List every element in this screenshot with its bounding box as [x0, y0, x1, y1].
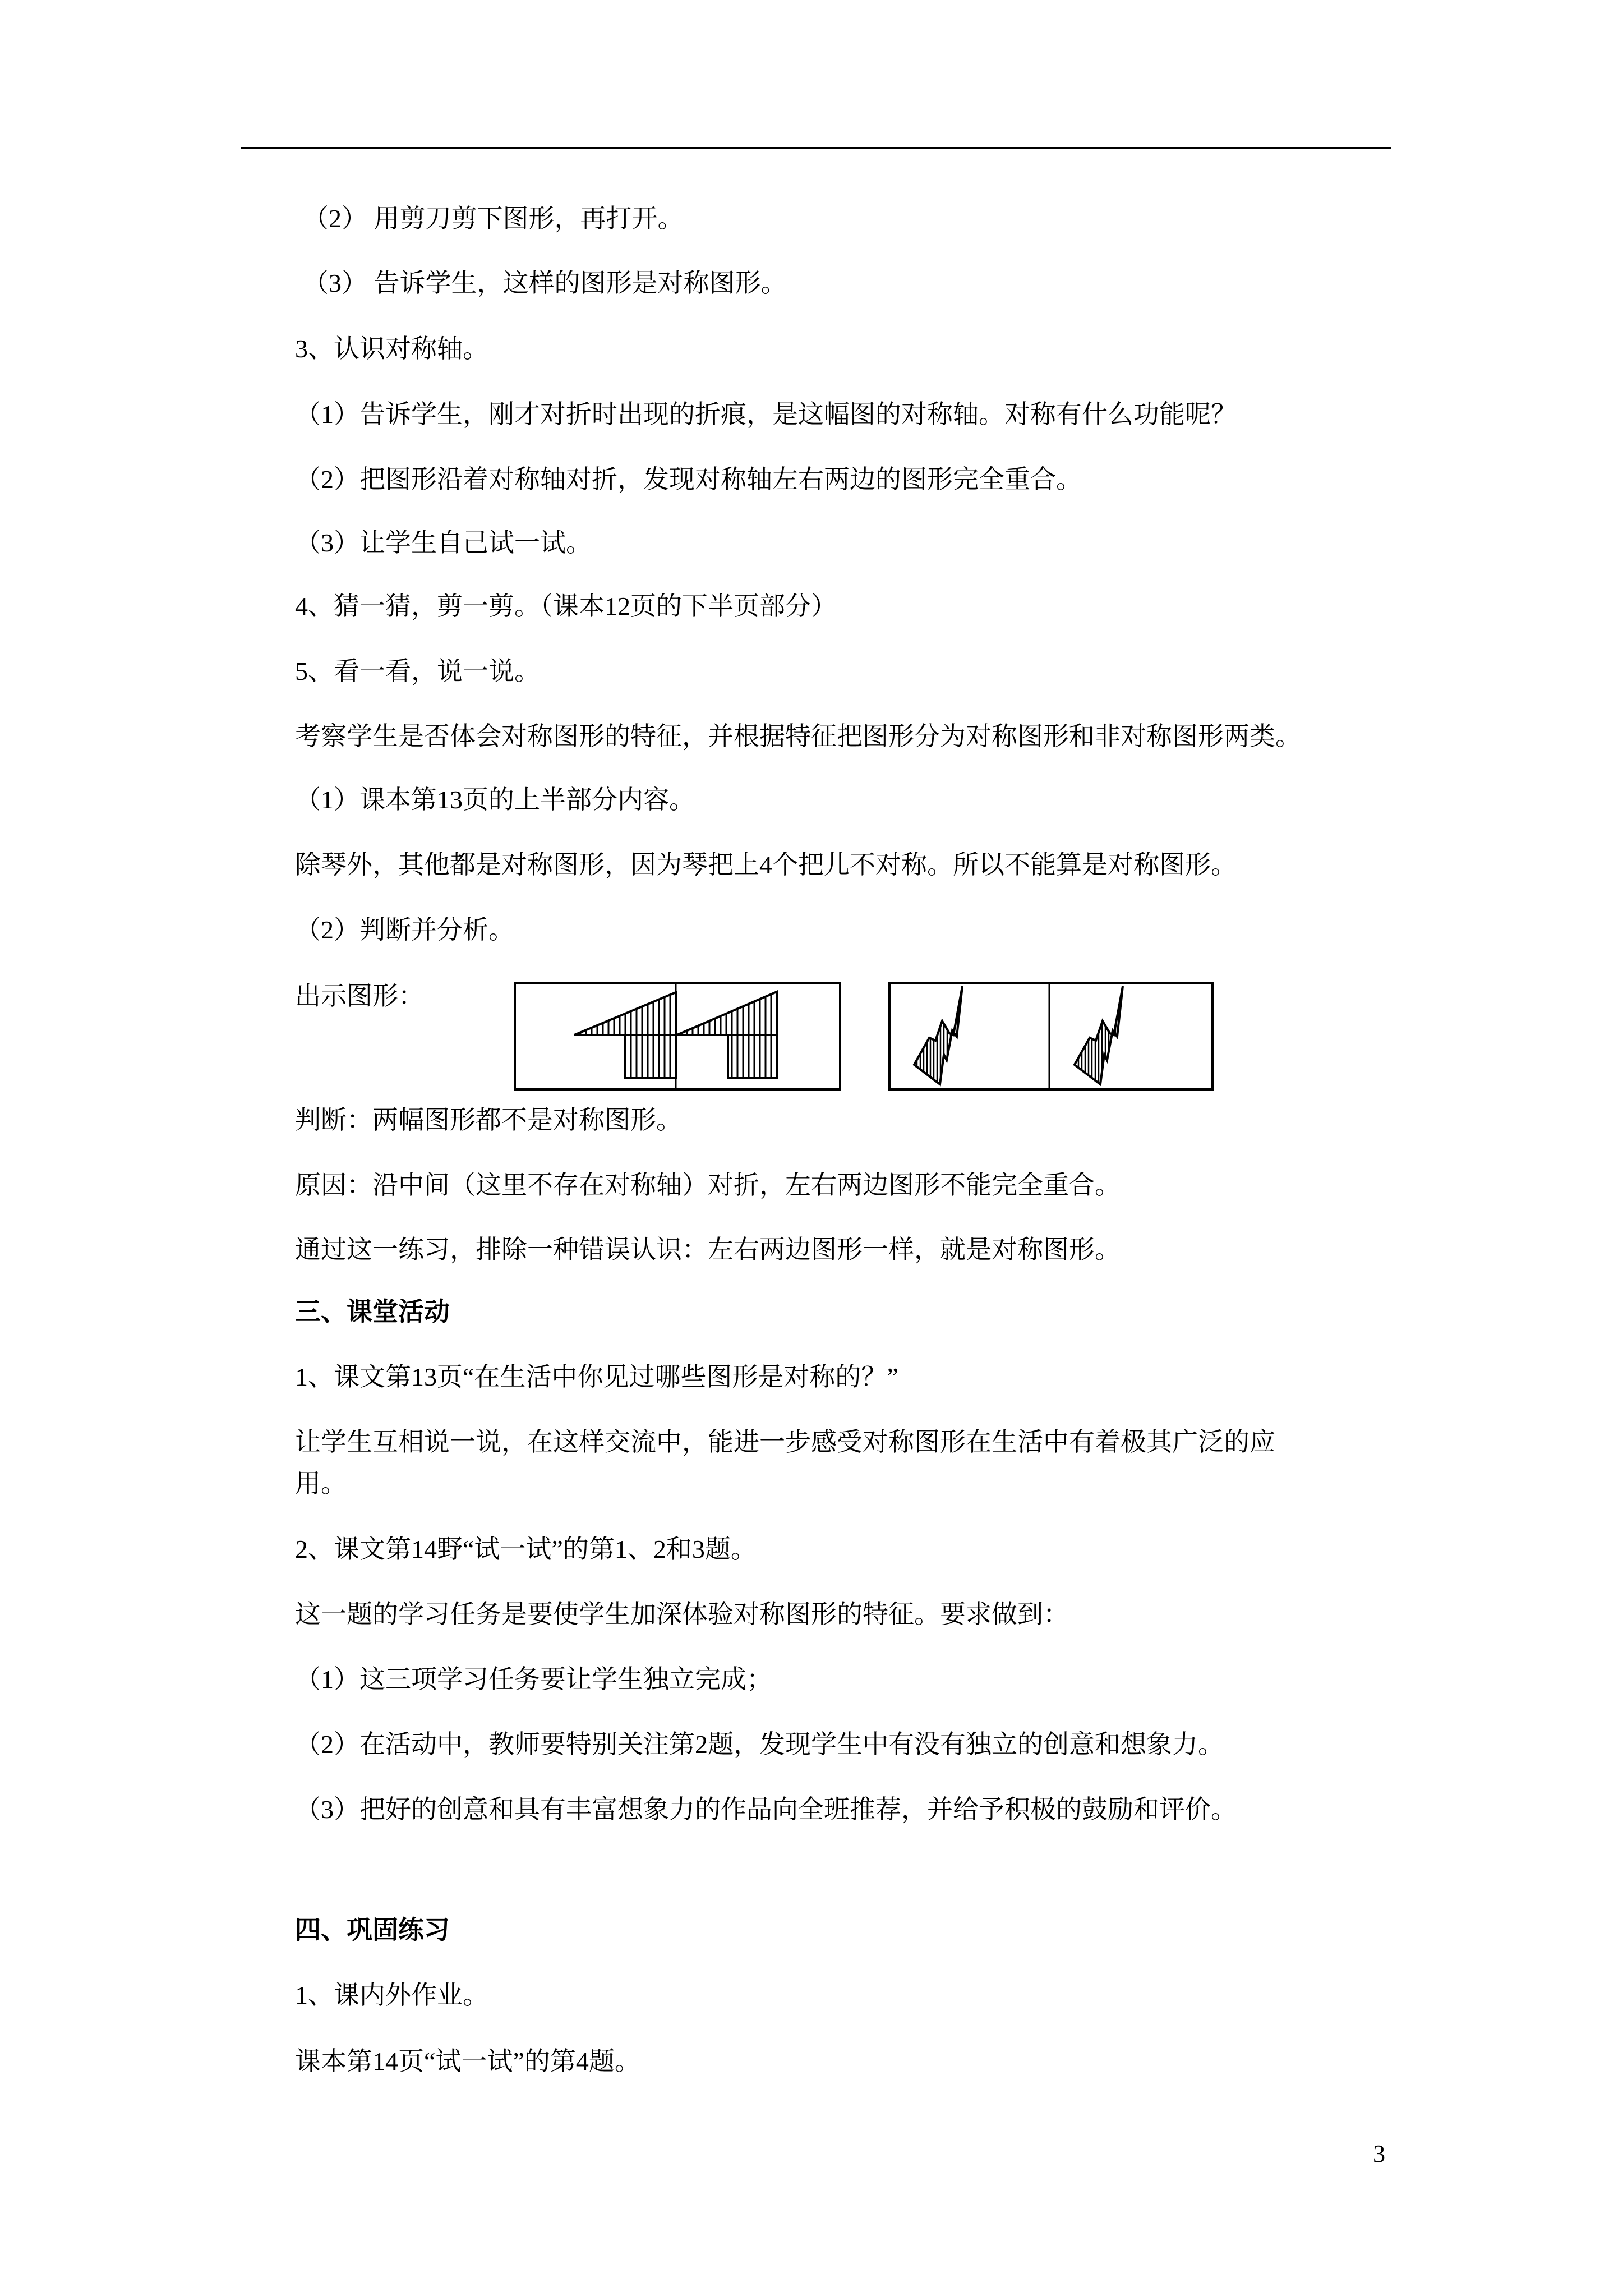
text-line: 用。: [295, 1469, 347, 1498]
text-line: 这一题的学习任务是要使学生加深体验对称图形的特征。要求做到：: [295, 1600, 1069, 1628]
text-line: （2）判断并分析。: [295, 915, 514, 944]
text-line: 除琴外，其他都是对称图形，因为琴把上4个把儿不对称。所以不能算是对称图形。: [295, 850, 1237, 879]
text-line: （1）告诉学生，刚才对折时出现的折痕，是这幅图的对称轴。对称有什么功能呢？: [295, 400, 1237, 429]
text-line: （3）让学生自己试一试。: [295, 528, 592, 557]
text-line: 让学生互相说一说，在这样交流中，能进一步感受对称图形在生活中有着极其广泛的应: [295, 1428, 1275, 1456]
text-line: （2）在活动中，教师要特别关注第2题，发现学生中有没有独立的创意和想象力。: [295, 1730, 1224, 1759]
text-line: （3） 告诉学生，这样的图形是对称图形。: [303, 269, 787, 297]
text-line: 判断：两幅图形都不是对称图形。: [295, 1106, 682, 1134]
text-line: 1、课文第13页“在生活中你见过哪些图形是对称的？”: [295, 1363, 898, 1391]
figure-lightning-shapes: [889, 983, 1212, 1089]
text-line: 2、课文第14野“试一试”的第1、2和3题。: [295, 1535, 757, 1563]
section-heading: 四、巩固练习: [295, 1916, 450, 1944]
page-number: 3: [1373, 2140, 1385, 2168]
text-line: 课本第14页“试一试”的第4题。: [295, 2047, 640, 2076]
text-line: （2） 用剪刀剪下图形，再打开。: [303, 204, 684, 233]
text-line: 3、认识对称轴。: [295, 334, 488, 363]
text-line: 1、课内外作业。: [295, 1981, 488, 2009]
figure-flag-shapes: [515, 983, 840, 1089]
text-line: （1）课本第13页的上半部分内容。: [295, 785, 695, 814]
text-line: 出示图形：: [295, 982, 424, 1010]
text-line: 考察学生是否体会对称图形的特征，并根据特征把图形分为对称图形和非对称图形两类。: [295, 722, 1301, 751]
text-line: （1）这三项学习任务要让学生独立完成；: [295, 1665, 772, 1694]
text-line: 5、看一看，说一说。: [295, 657, 540, 685]
text-line: 原因：沿中间（这里不存在对称轴）对折，左右两边图形不能完全重合。: [295, 1171, 1121, 1199]
text-line: 通过这一练习，排除一种错误认识：左右两边图形一样，就是对称图形。: [295, 1235, 1121, 1264]
text-line: 4、猜一猜，剪一剪。（课本12页的下半页部分）: [295, 592, 837, 620]
text-line: （2）把图形沿着对称轴对折，发现对称轴左右两边的图形完全重合。: [295, 465, 1082, 494]
section-heading: 三、课堂活动: [295, 1297, 450, 1326]
text-line: （3）把好的创意和具有丰富想象力的作品向全班推荐，并给予积极的鼓励和评价。: [295, 1795, 1237, 1824]
